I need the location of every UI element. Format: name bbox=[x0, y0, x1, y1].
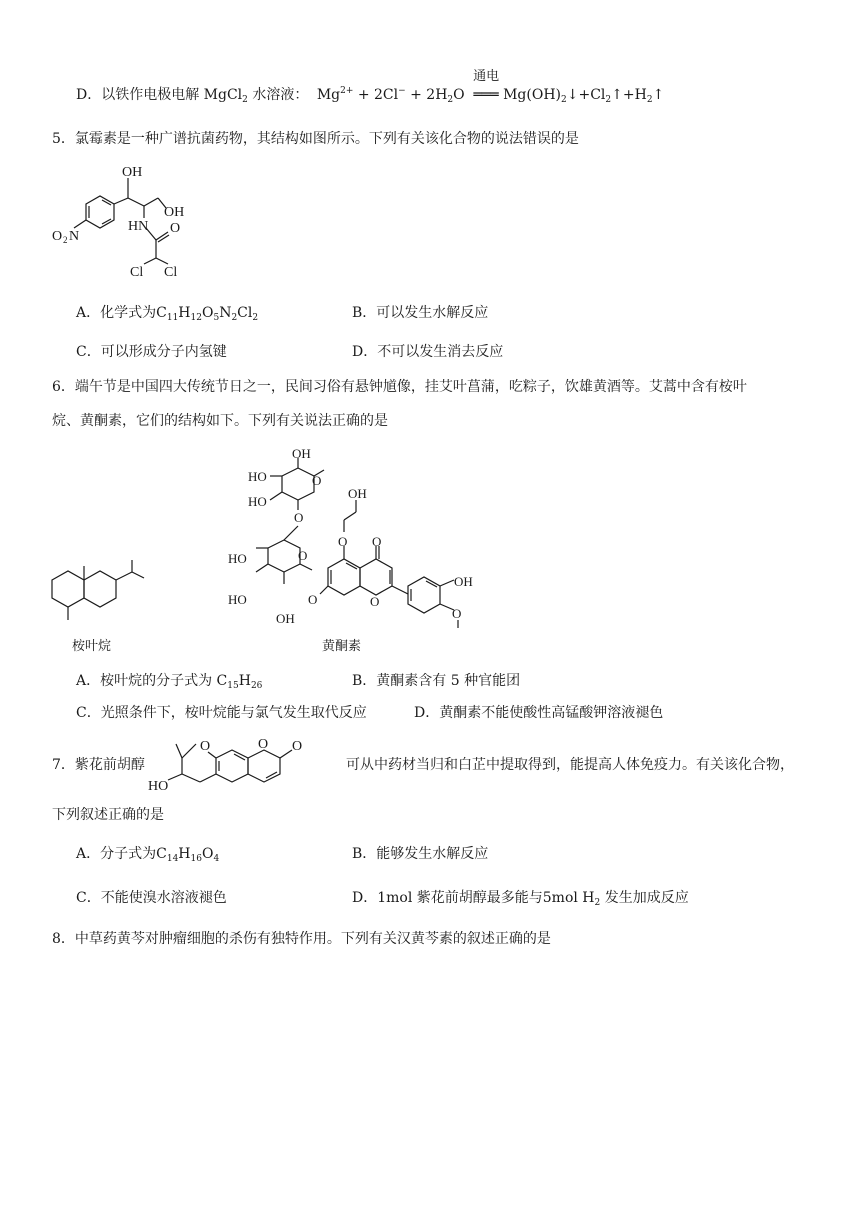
svg-text:OH: OH bbox=[454, 574, 473, 589]
svg-text:O: O bbox=[52, 229, 63, 244]
svg-text:Cl: Cl bbox=[130, 265, 144, 280]
svg-text:O: O bbox=[308, 592, 318, 607]
q6-option-c: C．光照条件下，桉叶烷能与氯气发生取代反应 bbox=[76, 705, 367, 721]
flavonoid-structure bbox=[228, 448, 488, 628]
q5-option-c: C．可以形成分子内氢键 bbox=[76, 344, 227, 360]
chloramphenicol-structure bbox=[48, 162, 208, 282]
q7-stem-prefix: 7．紫花前胡醇 bbox=[52, 757, 145, 773]
eudesmane-structure bbox=[44, 560, 164, 630]
q5-option-a: A．化学式为$C_{11}H_{12}O_5N_2Cl_2$ bbox=[76, 305, 259, 323]
svg-text:O: O bbox=[170, 221, 181, 236]
svg-text:O: O bbox=[200, 739, 211, 754]
svg-text:HO: HO bbox=[248, 469, 267, 484]
q4-option-d: D．以铁作电极电解 MgCl$_2$ 水溶液： $Mg^{2+} + 2Cl^- + 2H_2O$ 通电 ═══ $Mg(OH)_2↓+Cl_2↑+H_2↑$ bbox=[76, 69, 665, 105]
svg-text:O: O bbox=[370, 594, 380, 609]
q7-stem-line2: 下列叙述正确的是 bbox=[52, 807, 164, 823]
svg-text:O: O bbox=[338, 534, 348, 549]
svg-text:O: O bbox=[372, 534, 382, 549]
q6-stem-line1: 6．端午节是中国四大传统节日之一，民间习俗有悬钟馗像，挂艾叶菖蒲，吃粽子，饮雄黄酒等。艾蒿中含有桉叶 bbox=[52, 379, 747, 395]
q7-stem-suffix: 可从中药材当归和白芷中提取得到，能提高人体免疫力。有关该化合物， bbox=[346, 757, 794, 773]
svg-text:O: O bbox=[258, 737, 269, 752]
q7-option-d: D．1mol 紫花前胡醇最多能与5mol $H_2$ 发生加成反应 bbox=[352, 890, 689, 908]
svg-text:O: O bbox=[298, 548, 308, 563]
q7-option-a: A．分子式为$C_{14}H_{16}O_4$ bbox=[76, 846, 220, 864]
formula: $C_{11}H_{12}O_5N_2Cl_2$ bbox=[156, 305, 259, 323]
reaction-arrow: 通电 ═══ bbox=[473, 69, 500, 103]
q6-stem-line2: 烷、黄酮素，它们的结构如下。下列有关说法正确的是 bbox=[52, 413, 388, 429]
svg-text:OH: OH bbox=[164, 205, 185, 220]
svg-text:OH: OH bbox=[122, 165, 143, 180]
caption-flavonoid: 黄酮素 bbox=[322, 639, 362, 654]
q5-stem: 5．氯霉素是一种广谱抗菌药物，其结构如图所示。下列有关该化合物的说法错误的是 bbox=[52, 131, 579, 147]
q5-option-b: B．可以发生水解反应 bbox=[352, 305, 489, 321]
caption-eudesmane: 桉叶烷 bbox=[72, 639, 112, 654]
svg-text:2: 2 bbox=[63, 235, 68, 245]
q6-option-b: B．黄酮素含有 5 种官能团 bbox=[352, 673, 521, 689]
q7-option-c: C．不能使溴水溶液褪色 bbox=[76, 890, 227, 906]
svg-text:OH: OH bbox=[348, 486, 367, 501]
svg-text:N: N bbox=[69, 229, 80, 244]
svg-text:O: O bbox=[292, 739, 303, 754]
q5-option-d: D．不可以发生消去反应 bbox=[352, 344, 504, 360]
svg-text:O: O bbox=[312, 473, 322, 488]
columbianetin-structure bbox=[148, 734, 338, 794]
q6-option-a: A．桉叶烷的分子式为 $C_{15}H_{26}$ bbox=[76, 673, 263, 691]
svg-text:OH: OH bbox=[292, 448, 311, 461]
q8-stem: 8．中草药黄芩对肿瘤细胞的杀伤有独特作用。下列有关汉黄芩素的叙述正确的是 bbox=[52, 931, 551, 947]
svg-text:O: O bbox=[452, 606, 462, 621]
svg-text:HN: HN bbox=[128, 219, 149, 234]
svg-text:HO: HO bbox=[248, 494, 267, 509]
formula: $C_{14}H_{16}O_4$ bbox=[156, 846, 220, 864]
equation: $Mg^{2+} + 2Cl^- + 2H_2O$ 通电 ═══ $Mg(OH)_2↓+Cl_2↑+H_2↑$ bbox=[316, 69, 665, 105]
svg-text:HO: HO bbox=[228, 551, 247, 566]
svg-text:OH: OH bbox=[276, 611, 295, 626]
q6-option-d: D．黄酮素不能使酸性高锰酸钾溶液褪色 bbox=[414, 705, 664, 721]
svg-text:HO: HO bbox=[148, 779, 169, 794]
svg-text:Cl: Cl bbox=[164, 265, 178, 280]
svg-text:HO: HO bbox=[228, 592, 247, 607]
q7-option-b: B．能够发生水解反应 bbox=[352, 846, 489, 862]
svg-text:O: O bbox=[294, 510, 304, 525]
